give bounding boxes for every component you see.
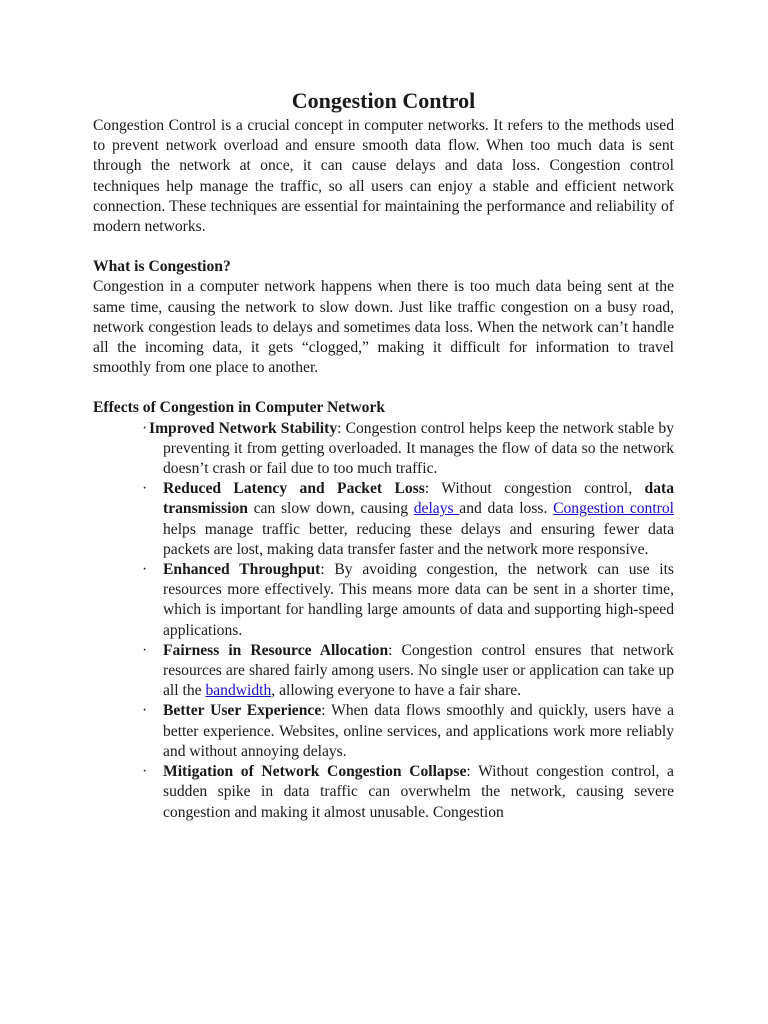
effect-term: Improved Network Stability: [149, 419, 338, 437]
effects-heading: Effects of Congestion in Computer Network: [93, 399, 386, 417]
effect-bold-phrase: data transmission: [163, 480, 674, 518]
effect-text: : When data flows smoothly and quickly, users have a better experience. Websites, online services, and applications work more reliably and without annoying delays.: [163, 702, 675, 760]
effect-term: Reduced Latency and Packet Loss: [163, 480, 425, 498]
bullet-icon: ·: [142, 763, 148, 781]
delays-link[interactable]: delays: [413, 500, 460, 518]
list-item: [142, 641, 674, 702]
what-is-congestion-paragraph: Congestion in a computer network happens when there is too much data being sent at the same time, causing the network to slow down. Just like traffic congestion on a busy road, network congestion leads to delays and sometimes data loss. When the network can’t handle all the incoming data, it gets “clogged,” making it difficult for information to travel smoothly from one place to another.: [93, 278, 674, 377]
effect-text: , allowing everyone to have a fair share.: [271, 682, 522, 700]
effect-term: Fairness in Resource Allocation: [163, 641, 389, 659]
list-item: [142, 419, 674, 480]
effect-text: : Congestion control helps keep the network stable by preventing it from getting overloaded. It manages the flow of data so the network doesn’t crash or fail due to too much traffic.: [163, 419, 674, 478]
effect-text: can slow down, causing: [247, 500, 414, 518]
bullet-icon: ·: [142, 480, 148, 498]
document-title: Congestion Control: [291, 88, 476, 113]
bullet-icon: ·: [142, 561, 148, 579]
intro-paragraph: Congestion Control is a crucial concept in computer networks. It refers to the methods used to prevent network overload and ensure smooth data flow. When too much data is sent through the network at once, it can cause delays and data loss. Congestion control techniques help manage the traffic, so all users can enjoy a stable and efficient network connection. These techniques are essential for maintaining the performance and reliability of modern networks.: [93, 117, 674, 236]
effect-term: Mitigation of Network Congestion Collapse: [163, 763, 467, 781]
document-page: [93, 86, 674, 823]
bullet-icon: ·: [142, 419, 148, 437]
bullet-icon: ·: [142, 641, 148, 659]
effect-term: Enhanced Throughput: [163, 561, 321, 579]
list-item: [142, 701, 675, 762]
effect-term: Better User Experience: [163, 702, 322, 720]
effect-text: helps manage traffic better, reducing these delays and ensuring fewer data packets are lost, making data transfer faster and the network more responsive.: [163, 520, 674, 558]
effect-text: and data loss.: [459, 500, 554, 518]
spacer: [93, 378, 674, 398]
effects-list: [93, 419, 674, 823]
list-item: [142, 762, 674, 823]
effect-text: : Congestion control ensures that network resources are shared fairly among users. No single user or application can take up all the: [163, 641, 674, 700]
bullet-icon: ·: [142, 702, 148, 720]
effect-text: : Without congestion control, a sudden spike in data traffic can overwhelm the network, causing severe congestion and making it almost unusable. Congestion: [163, 763, 674, 821]
congestion-control-link[interactable]: Congestion control: [553, 500, 674, 518]
list-item: [142, 479, 674, 560]
what-is-congestion-heading: What is Congestion?: [93, 258, 231, 276]
list-item: [142, 560, 674, 641]
bandwidth-link[interactable]: bandwidth: [205, 682, 272, 700]
effect-text: : Without congestion control,: [424, 480, 645, 498]
spacer: [93, 237, 674, 257]
effect-text: : By avoiding congestion, the network can use its resources more effectively. This means more data can be sent in a shorter time, which is important for handling large amounts of data and supporting high-speed applications.: [163, 561, 674, 639]
